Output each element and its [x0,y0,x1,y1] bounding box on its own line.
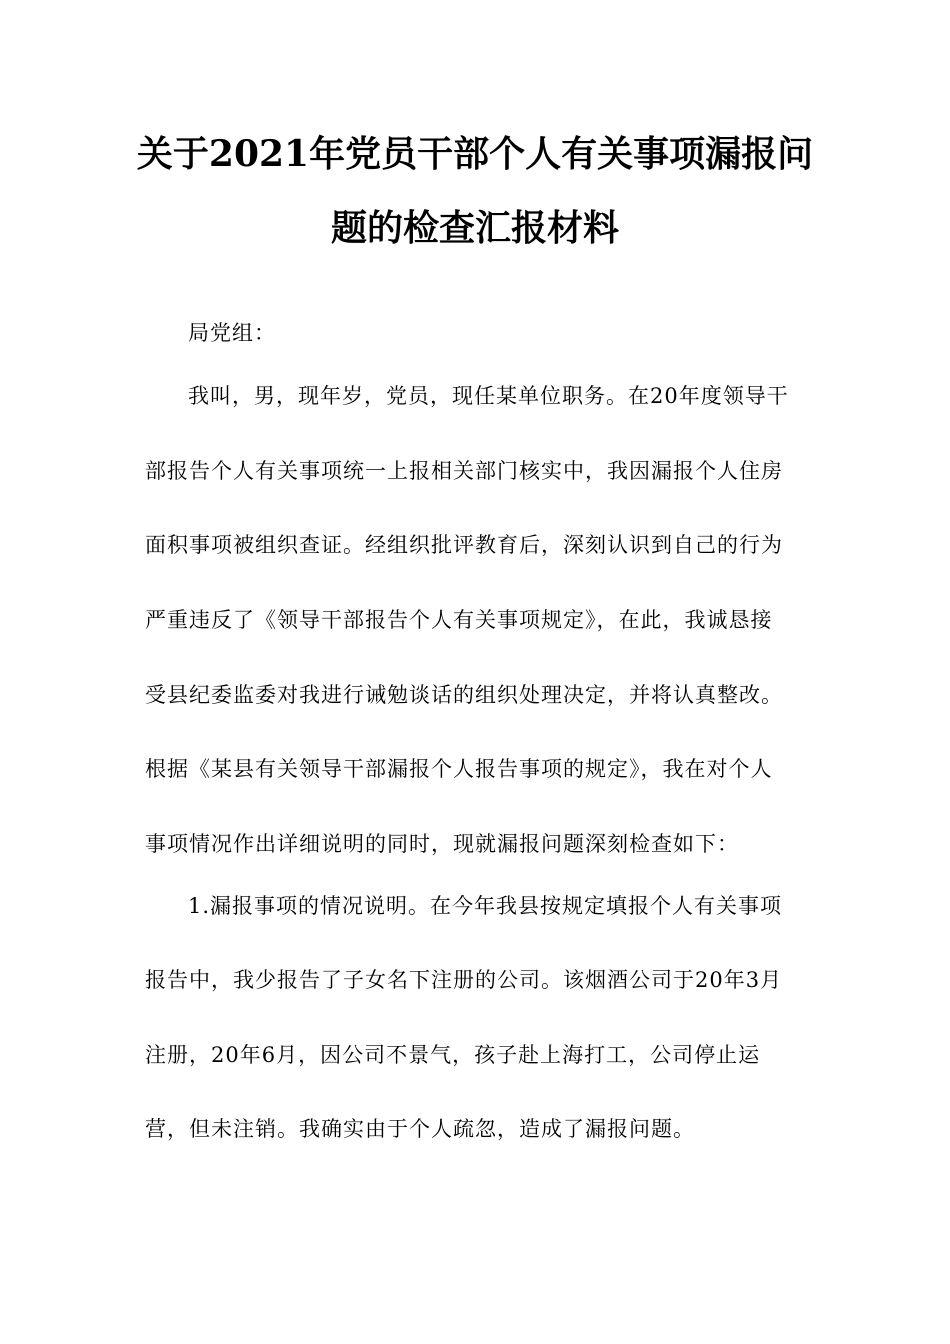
body-line: 根据《某县有关领导干部漏报个人报告事项的规定》，我在对个人 [145,757,773,781]
body-line: 面积事项被组织查证。经组织批评教育后，深刻认识到自己的行为 [145,533,783,557]
body-line: 严重违反了《领导干部报告个人有关事项规定》，在此，我诚恳接 [145,608,773,632]
body-line: 1.漏报事项的情况说明。在今年我县按规定填报个人有关事项 [188,894,783,918]
salutation: 局党组： [188,321,276,345]
body-line: 报告中，我少报告了子女名下注册的公司。该烟酒公司于20年3月 [145,968,783,992]
body-line: 注册，20年6月，因公司不景气，孩子赴上海打工，公司停止运 [145,1043,761,1067]
body-line: 我叫，男，现年岁，党员，现任某单位职务。在20年度领导干 [188,384,789,408]
document-title-line-1: 关于2021年党员干部个人有关事项漏报问 [136,133,814,175]
body-line: 受县纪委监委对我进行诫勉谈话的组织处理决定，并将认真整改。 [145,683,783,707]
document-title-line-2: 题的检查汇报材料 [330,207,619,249]
body-line: 营，但未注销。我确实由于个人疏忽，造成了漏报问题。 [145,1117,695,1141]
body-line: 部报告个人有关事项统一上报相关部门核实中，我因漏报个人住房 [145,459,783,483]
body-line: 事项情况作出详细说明的同时，现就漏报问题深刻检查如下： [145,832,739,856]
